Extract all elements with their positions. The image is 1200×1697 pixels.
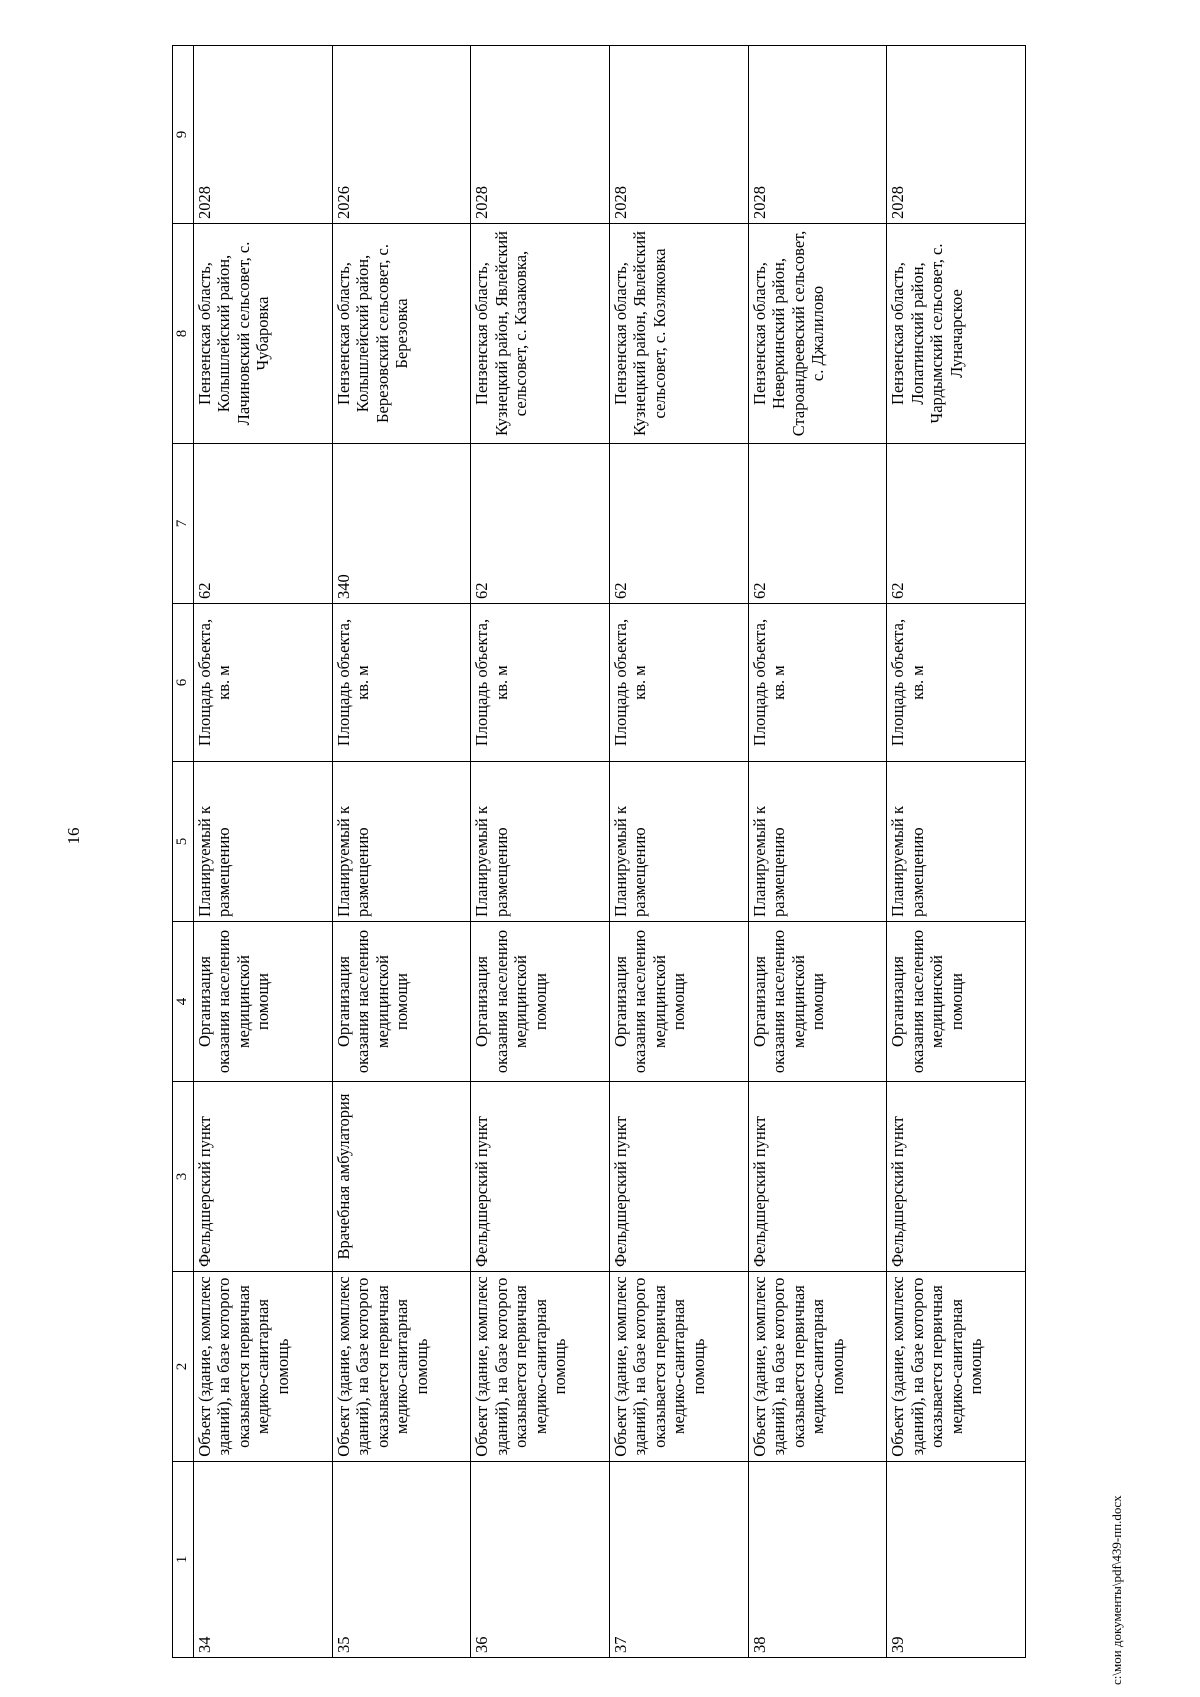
value-cell: 62	[471, 444, 610, 604]
object-type-cell: Объект (здание, комплекс зданий), на базе которого оказывается первичная медико-санитарная помощь	[887, 1272, 1026, 1462]
location-cell: Пензенская область, Кузнецкий район, Явлейский сельсовет, с. Казаковка,	[471, 224, 610, 444]
status-cell: Планируемый к размещению	[609, 762, 748, 922]
object-name-cell: Фельдшерский пункт	[748, 1082, 887, 1272]
status-cell: Планируемый к размещению	[332, 762, 471, 922]
column-number-row	[173, 46, 194, 1658]
rotated-table-frame	[172, 46, 1026, 1658]
object-name-cell: Врачебная амбулатория	[332, 1082, 471, 1272]
status-cell: Планируемый к размещению	[748, 762, 887, 922]
value-cell: 62	[748, 444, 887, 604]
year-cell: 2026	[332, 46, 471, 224]
row-number-cell: 35	[332, 1462, 471, 1658]
purpose-cell: Организация оказания населению медицинской помощи	[194, 922, 333, 1082]
purpose-cell: Организация оказания населению медицинской помощи	[887, 922, 1026, 1082]
column-number: 8	[173, 224, 194, 444]
object-type-cell: Объект (здание, комплекс зданий), на базе которого оказывается первичная медико-санитарная помощь	[332, 1272, 471, 1462]
column-number: 1	[173, 1462, 194, 1658]
column-number: 7	[173, 444, 194, 604]
page-number: 16	[64, 827, 83, 845]
parameter-cell: Площадь объекта, кв. м	[887, 604, 1026, 762]
value-cell: 62	[609, 444, 748, 604]
object-name-cell: Фельдшерский пункт	[887, 1082, 1026, 1272]
row-number-cell: 38	[748, 1462, 887, 1658]
purpose-cell: Организация оказания населению медицинской помощи	[748, 922, 887, 1082]
parameter-cell: Площадь объекта, кв. м	[194, 604, 333, 762]
year-cell: 2028	[609, 46, 748, 224]
object-name-cell: Фельдшерский пункт	[471, 1082, 610, 1272]
table-row	[748, 46, 887, 1658]
column-number: 4	[173, 922, 194, 1082]
status-cell: Планируемый к размещению	[471, 762, 610, 922]
year-cell: 2028	[471, 46, 610, 224]
parameter-cell: Площадь объекта, кв. м	[471, 604, 610, 762]
value-cell: 340	[332, 444, 471, 604]
column-number: 6	[173, 604, 194, 762]
table-row	[609, 46, 748, 1658]
table-row	[332, 46, 471, 1658]
table-row	[887, 46, 1026, 1658]
location-cell: Пензенская область, Кузнецкий район, Явлейский сельсовет, с. Козляковка	[609, 224, 748, 444]
year-cell: 2028	[887, 46, 1026, 224]
object-type-cell: Объект (здание, комплекс зданий), на базе которого оказывается первичная медико-санитарная помощь	[609, 1272, 748, 1462]
object-type-cell: Объект (здание, комплекс зданий), на базе которого оказывается первичная медико-санитарная помощь	[471, 1272, 610, 1462]
objects-table	[172, 45, 1026, 1658]
row-number-cell: 39	[887, 1462, 1026, 1658]
table-row	[194, 46, 333, 1658]
status-cell: Планируемый к размещению	[194, 762, 333, 922]
footer-file-path: c:\мои документы\pdf\439-пп.docx	[1109, 1495, 1124, 1685]
parameter-cell: Площадь объекта, кв. м	[609, 604, 748, 762]
column-number: 2	[173, 1272, 194, 1462]
row-number-cell: 34	[194, 1462, 333, 1658]
location-cell: Пензенская область, Лопатинский район, Чардымский сельсовет, с. Луначарское	[887, 224, 1026, 444]
year-cell: 2028	[748, 46, 887, 224]
column-number: 9	[173, 46, 194, 224]
table-row	[471, 46, 610, 1658]
row-number-cell: 37	[609, 1462, 748, 1658]
object-type-cell: Объект (здание, комплекс зданий), на базе которого оказывается первичная медико-санитарная помощь	[748, 1272, 887, 1462]
object-name-cell: Фельдшерский пункт	[194, 1082, 333, 1272]
year-cell: 2028	[194, 46, 333, 224]
location-cell: Пензенская область, Колышлейский район, Лачиновский сельсовет, с. Чубаровка	[194, 224, 333, 444]
row-number-cell: 36	[471, 1462, 610, 1658]
parameter-cell: Площадь объекта, кв. м	[332, 604, 471, 762]
object-name-cell: Фельдшерский пункт	[609, 1082, 748, 1272]
parameter-cell: Площадь объекта, кв. м	[748, 604, 887, 762]
purpose-cell: Организация оказания населению медицинской помощи	[471, 922, 610, 1082]
column-number: 3	[173, 1082, 194, 1272]
column-number: 5	[173, 762, 194, 922]
object-type-cell: Объект (здание, комплекс зданий), на базе которого оказывается первичная медико-санитарная помощь	[194, 1272, 333, 1462]
table-container	[172, 46, 1026, 1658]
location-cell: Пензенская область, Колышлейский район, Березовский сельсовет, с. Березовка	[332, 224, 471, 444]
location-cell: Пензенская область, Неверкинский район, Староандреевский сельсовет, с. Джалилово	[748, 224, 887, 444]
purpose-cell: Организация оказания населению медицинской помощи	[609, 922, 748, 1082]
value-cell: 62	[194, 444, 333, 604]
value-cell: 62	[887, 444, 1026, 604]
purpose-cell: Организация оказания населению медицинской помощи	[332, 922, 471, 1082]
status-cell: Планируемый к размещению	[887, 762, 1026, 922]
